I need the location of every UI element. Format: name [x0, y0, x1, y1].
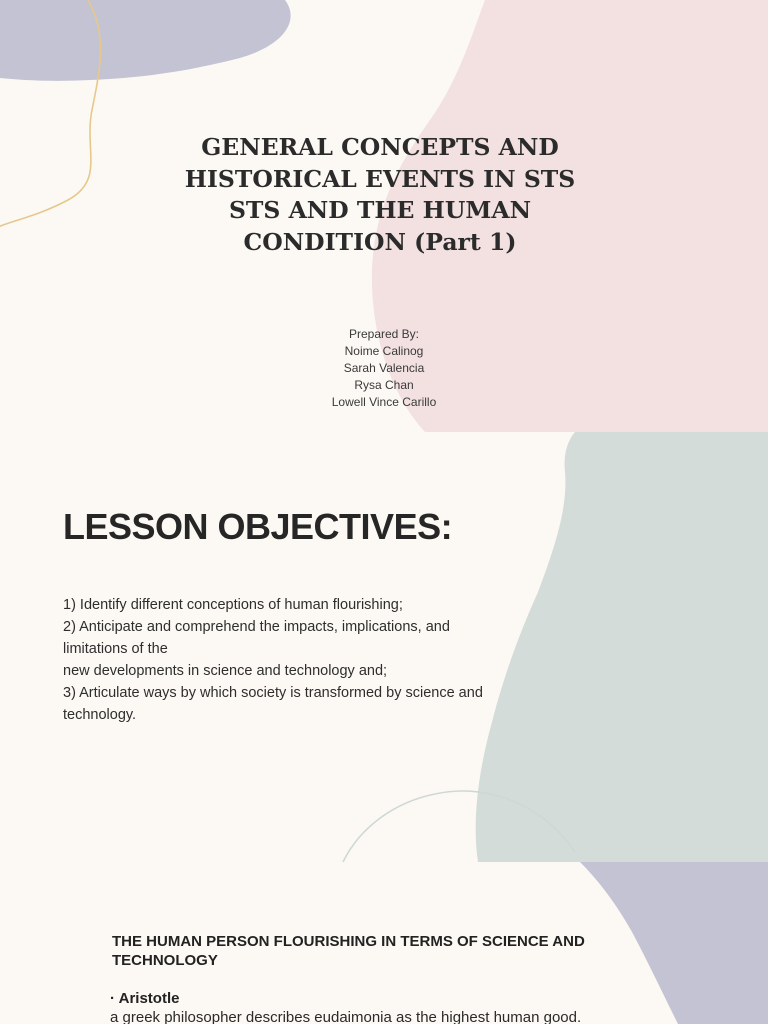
author-name: Sarah Valencia [343, 361, 425, 375]
title-line: CONDITION (Part 1) [243, 227, 517, 256]
objective-line: new developments in science and technology and; [63, 663, 388, 679]
author-name: Lowell Vince Carillo [331, 395, 437, 409]
presentation-title [130, 132, 630, 258]
objective-line: 1) Identify different conceptions of human flourishing; [63, 597, 403, 613]
objective-line: technology. [63, 707, 137, 723]
objective-line: 2) Anticipate and comprehend the impacts, implications, and [63, 619, 450, 635]
bullet-aristotle: · Aristotle [110, 990, 180, 1007]
objective-line: limitations of the [63, 641, 168, 657]
section-heading: THE HUMAN PERSON FLOURISHING IN TERMS OF SCIENCE AND TECHNOLOGY [112, 933, 585, 969]
aristotle-description: a greek philosopher describes eudaimonia as the highest human good. [110, 1009, 582, 1024]
objective-line: 3) Articulate ways by which society is transformed by science and [63, 685, 483, 701]
objectives-slide [0, 432, 768, 862]
title-slide [0, 0, 768, 432]
content-slide [0, 862, 768, 1024]
objectives-heading: LESSON OBJECTIVES: [63, 506, 453, 547]
credits-block [234, 326, 534, 411]
author-name: Rysa Chan [354, 378, 414, 392]
prepared-by-label: Prepared By: [348, 327, 420, 341]
author-name: Noime Calinog [344, 344, 424, 358]
title-line: HISTORICAL EVENTS IN STS [184, 164, 576, 193]
objectives-list [63, 594, 583, 726]
title-line: GENERAL CONCEPTS AND [201, 133, 559, 161]
title-line: STS AND THE HUMAN [228, 196, 532, 224]
lavender-blob [0, 0, 291, 81]
